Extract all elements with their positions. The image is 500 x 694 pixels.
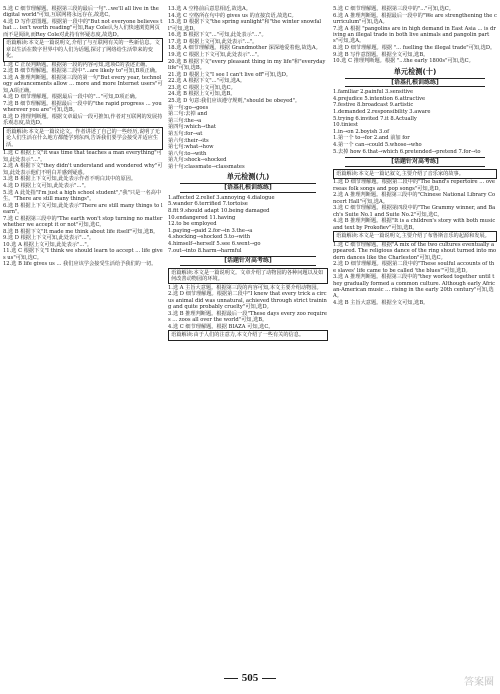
answer-item: 2.选 D 细节理解题。根据第二段中的"These soulful accounts of the slaves' life came to be called 'the blues'"可知,选D。 [333, 261, 495, 274]
answer-item: 7.选 B 细节理解题。根据最后一段中的"the rapid progress ... you wherever you are"可知,选B。 [3, 101, 162, 114]
answer-item: 第六句:their→its [168, 137, 209, 144]
answer-item: 1.选 C 正误判断题。根据第一段的内容可知,选项C的表述正确。 [3, 61, 151, 68]
left-rule [224, 678, 238, 679]
answer-item: 12.to be employed [168, 221, 217, 228]
answer-item: 4.选 D 根据上文可知,此处表示"..."。 [3, 183, 90, 189]
unit-9-heading: 单元检测(九) [226, 172, 270, 182]
answer-item: 第四句:which→that [168, 124, 216, 131]
answer-item: 3.选 A 推理判断题。根据第三段的第一句"But every year, technology advancements allow ... more and more Internet users"可知,A项正确。 [3, 75, 163, 94]
answer-item: 1.选 A 主旨大意题。根据第三段的内容可知,本文主要介绍动物园。 [168, 284, 322, 291]
answer-item: 7.out→into 8.harm→harmful [168, 247, 242, 254]
answer-item: 第九句:shock→shocked [168, 157, 227, 164]
answer-item: 8.选 D 细节理解题。根据 "... fuelling the illegal trade"可知,选D。 [333, 45, 496, 51]
answer-item: 5.选 A 此处指"I'm just a high school student","我"只是一名高中生。"There are still many things"。 [3, 189, 162, 202]
answer-item: 1.选 D 细节理解题。根据第二段中的"The band's repertoire ... overseas folk songs and pop songs"可知,选D。 [333, 179, 495, 192]
answer-item: 1.选 C 细节理解题。根据"A mix of the two cultures eventually appeared. The religious dance of the ring shout turned into modern dances like the Charleston"可知,选C。 [333, 241, 497, 261]
answer-item: 20.选 B 根据下文"every pleasant thing in my life"和"everyday life"可知,选B。 [168, 58, 326, 71]
answer-item: 3.选 A 推理判断题。根据第三段中的"they worked together until they gradually formed a common culture. Although early African-American music ... rising in the early 20th century"可知,选A。 [333, 274, 496, 300]
answer-item: 5.trying 6.invited 7.it 8.Actually [333, 115, 417, 122]
answer-item: 22.选 A 根据下文"..."可知,选A。 [168, 78, 246, 85]
commentary-box: 语篇解读:本文是一篇议论文。作者讲述了自己的一些经历,说明了无论人们生活在什么地方都能学到东西,告诉我们要学会接受并适应生活。 [3, 127, 163, 150]
answer-item: 7.festive 8.broadcast 9.artistic [333, 102, 414, 109]
answer-item: 第三句:the→a [168, 117, 202, 124]
answer-item: 10.endangered 11.having [168, 214, 236, 221]
answer-item: 第八句:to→with [168, 150, 207, 157]
answer-item: 2.选 A 推理判断题。根据第三段中的"Chinese National Library Concert Hall"可知,选A。 [333, 192, 496, 205]
answer-item: 18.选 A 细节理解题。根据 Grandmother 深深地爱着他,故选A。 [168, 45, 321, 52]
middle-column [168, 6, 328, 341]
answer-item: 5.wander 6.terrified 7.tortoise [168, 201, 248, 208]
answer-item: 2.选 A 根据下文"they didn't understand and wondered why"可知,此处表示他们不明白并感到疑惑。 [3, 163, 163, 176]
answer-item: 21.选 D 根据上文"I see I can't live off"可知,选D。 [168, 71, 292, 78]
answer-item: 7.选 C 根据第三段中的"The earth won't stop turning no matter whether we accept it or not"可知,选C。 [3, 215, 163, 228]
answer-item: 3.选 C 细节理解题。根据第四段中的"The Grammy winner, and Bach's Suite No.1 and Suite No.2"可知,选C。 [333, 205, 496, 218]
answer-item: 5.去掉 how 6.that→which 6.pretended→pretend 7.for→to [333, 148, 481, 155]
unit-9-subheading: [语基扎根训练练] [180, 183, 316, 193]
answer-item: 4.选 C 细节理解题。根据 BIAZA 可知,选C。 [168, 323, 274, 330]
unit-10-topic-heading: [话题针对高考练] [345, 157, 485, 167]
answer-item: 8.选 B 根据下文"It made me think about life itself"可知,选B。 [3, 228, 159, 235]
answer-item: 4.选 D 细节理解题。根据最后一段中的"..."可知,D项正确。 [3, 94, 140, 101]
answer-item: 10.选 A 根据上文可知,此处表示"..."。 [3, 241, 92, 248]
answer-item: 2.选 D 细节理解题。根据第二段中"I knew that every trick a circus animal did was unnatural, achieved through strict training and quite probably cruelty"可知,选D。 [168, 291, 327, 311]
left-column [3, 6, 163, 268]
answer-item: 1.第一个 to→for 2.and 前加 for [333, 135, 410, 142]
commentary-box: 语篇解读:本文是一篇说明文,主要介绍了布鲁斯音乐的起源和发展。 [333, 231, 497, 241]
answer-item: 10.选 C 推理判断题。根据 "...the early 1800s"可知,选C。 [333, 58, 474, 65]
answer-item: 第七句:what→how [168, 144, 214, 151]
commentary-box: 语篇解读:本文是一篇说明文。文章介绍了动物园的各种问题以及如何改善动物园的环境。 [168, 268, 328, 285]
answer-item: 6.选 A 推理判断题。根据最后一段中的"We are strengthening the curriculum"可知,选A。 [333, 12, 497, 25]
page-number [0, 672, 500, 684]
watermark: 答案圈 [464, 677, 494, 688]
answer-item: 4.prejudice 5.intention 6.attractive [333, 95, 426, 102]
unit-10-heading: 单元检测(十) [393, 66, 437, 76]
answer-item: 4.himself→herself 5.see 6.went→go [168, 241, 261, 248]
answer-item: 9.选 D 根据上下文可知,此处表示"..."。 [3, 235, 95, 242]
answer-item: 24.选 B 根据上文可知,选B。 [168, 91, 236, 98]
answer-item: 1.familiar 2.painful 3.sensitive [333, 89, 414, 96]
answer-item: 1.in→on 2.boyish 3.of [333, 128, 390, 135]
right-column [333, 6, 497, 307]
commentary-box: 语篇解读:本文是一篇说明文,介绍了与互联网有关的一些新信息。文章以生活在数字世界中的人们为话题,探讨了网络给生活带来的变化。 [3, 38, 163, 61]
answer-item: 3.选 B 推理判断题。根据最后一段"These days every zoo requires ... zoos all over the world"可知,选B。 [168, 310, 327, 324]
commentary-box: 语篇解读:由于人们的注意力,本文介绍了一些有关的信息。 [168, 330, 328, 340]
answer-item: 4.shocking→shocked 5.to→with [168, 234, 251, 241]
answer-item: 4.第一个 can→could 5.whose→who [333, 141, 422, 148]
answer-item: 11.选 C 根据下文"I think we should learn to accept ... life gives us"可知,选C。 [3, 248, 163, 261]
answer-item: 12.选 B life gives us ... 我们应该学会接受生活给予我们的一切。 [3, 261, 157, 268]
answer-item: 19.选 C 根据上下文可知,此处表示"..."。 [168, 51, 263, 58]
answer-item: 1.affected 2.relief 3.annoying 4.dialogue [168, 194, 275, 201]
answer-item: 9.选 B 写作意图题。根据全文可知,选B。 [333, 51, 429, 58]
answer-item: 1.paying→paid 2.for→in 3.the→a [168, 227, 253, 234]
answer-item: 8.选 D 推理判断题。根据文章最后一段可推知,作者对互联网的发展持乐观态度,故选D。 [3, 114, 163, 127]
answer-item: 4.选 D 写作意图题。根据第一段中的"But not everyone believes that ... isn't worth reading"可知,Ray Cole认为人们快速浏览网页而不是阅读,而Rey Cole对此持有怀疑态度,故选D。 [3, 19, 163, 38]
answer-item: 第十句:classmate→classmates [168, 163, 245, 170]
answer-item: 2.选 B 细节理解题。根据第二段中"...are likely to"可知,B项正确。 [3, 68, 161, 75]
answer-item: 14.选 C 空格所在句中的 gives us 的直接宾语,故选C。 [168, 12, 297, 19]
answer-item: 5.选 C 细节理解题。根据第三段的最后一句"...we'll all live in the digital world"可知,互联网将永远存在,故选C。 [3, 6, 159, 19]
right-rule [262, 678, 276, 679]
answer-item: 25.选 D 句意:我们应该遵守规则,"should be obeyed"。 [168, 97, 301, 104]
answer-item: 4.选 B 主旨大意题。根据全文可知,选B。 [333, 299, 429, 306]
unit-9-topic-heading: [话题针对高考练] [180, 256, 316, 266]
commentary-box: 语篇解读:本文是一篇记叙文,主要介绍了音乐家的故事。 [333, 169, 497, 179]
answer-item: 第五句:for→at [168, 130, 203, 137]
answer-item: 第二句:去掉 and [168, 111, 208, 118]
answer-item: 16.选 B 根据下文"..."可知,此处表示"..."。 [168, 32, 267, 39]
answer-item: 23.选 C 根据上文可知,选C。 [168, 84, 236, 91]
answer-item: 17.选 D 根据上文可知,此处表示"..."。 [168, 38, 258, 45]
answer-item: 4.选 B 推理判断题。根据"It is a children's story with both music and text by Prokofiev"可知,选B。 [333, 218, 496, 231]
answer-item: 6.选 B 根据上下文可知,此处表示"There are still many things to learn"。 [3, 202, 163, 215]
answer-item: 15.选 D 根据下文"the spring sunlight"和"the winter snowfall"可知,选D。 [168, 19, 322, 32]
answer-item: 5.选 C 细节理解题。根据第三段中的"..."可知,选C。 [333, 6, 454, 12]
answer-item: 3.选 B 根据上下文可知,此处表示作者不明白其中的原因。 [3, 176, 137, 183]
answer-item: 8.fit 9.should adapt 10.being damaged [168, 208, 270, 215]
answer-item: 13.选 A 空格前后意思相近,故选A。 [168, 6, 251, 12]
answer-item: 10.tiniest [333, 122, 358, 129]
unit-10-subheading: [语基扎根训练练] [345, 78, 485, 88]
answer-item: 1.选 C 根据上文"it was time that teaches a man everything"可知,此处表示"..."。 [3, 150, 162, 163]
answer-item: 1.demanded 2.responsibility 3.aware [333, 108, 431, 115]
answer-item: 第一句:go→goes [168, 104, 209, 111]
answer-item: 7.选 A 根据 "pangolins are in high demand in East Asia ... is driving an illegal trade in both live animals and pangolin parts"可知,选A。 [333, 25, 496, 45]
page-number-text: 505 [241, 672, 259, 684]
